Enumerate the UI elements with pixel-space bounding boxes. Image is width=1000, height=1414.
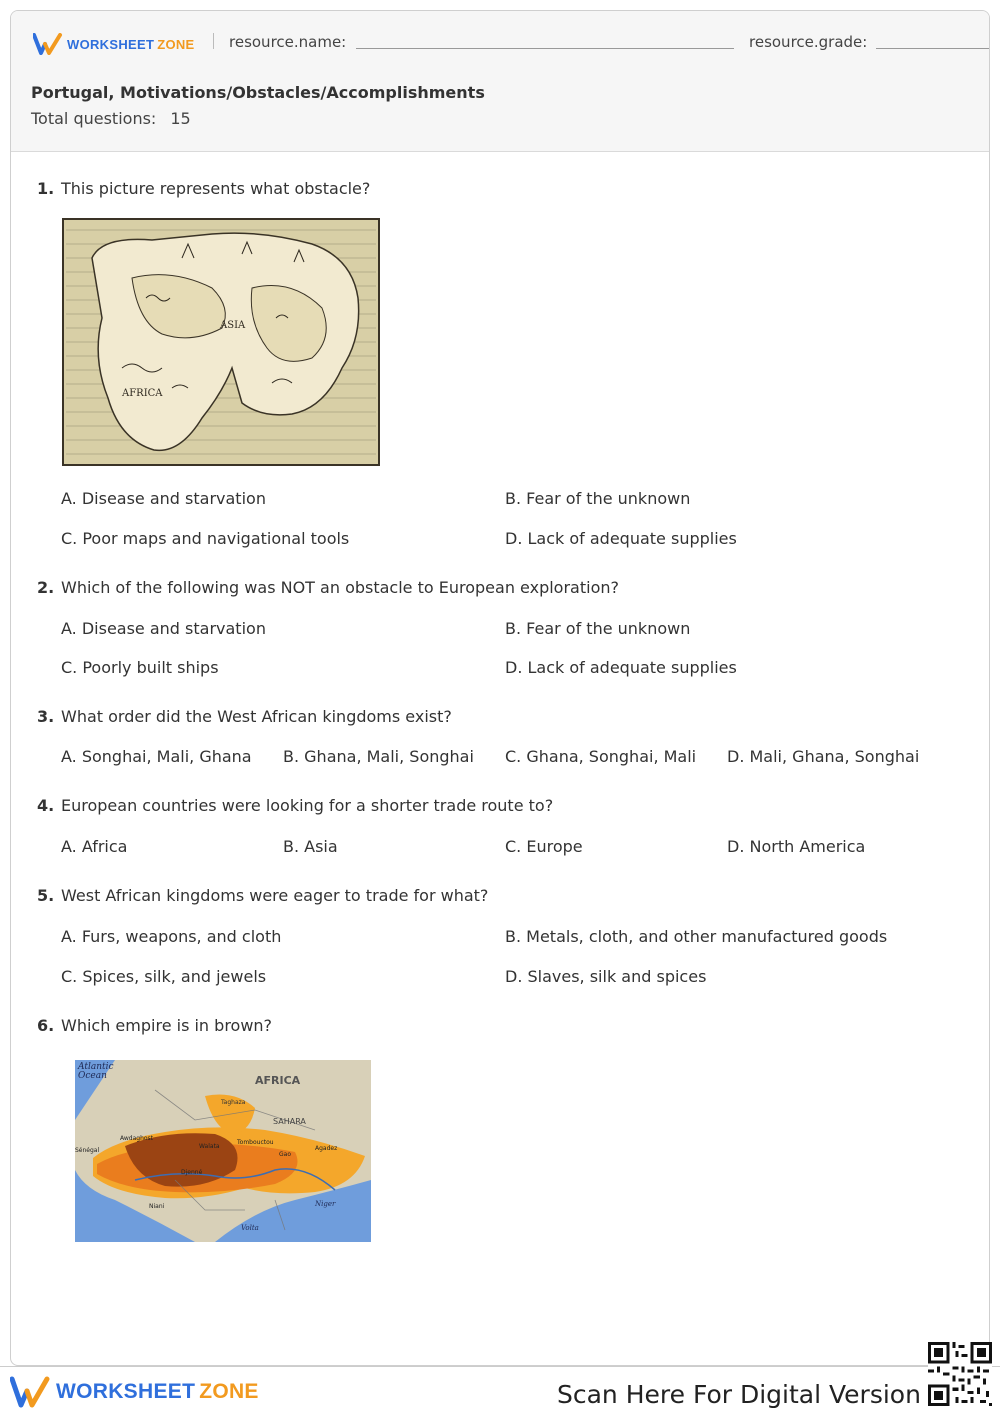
resource-name-label: resource.name:: [229, 33, 347, 51]
question-6: [37, 1016, 272, 1035]
q5-option-c[interactable]: C. Spices, silk, and jewels: [61, 967, 267, 986]
map-label-tombouctou: Tombouctou: [237, 1139, 274, 1146]
q3-option-a[interactable]: A. Songhai, Mali, Ghana: [61, 747, 252, 766]
q1-option-b[interactable]: B. Fear of the unknown: [505, 489, 691, 508]
footer-brand-w-icon: [10, 1376, 50, 1408]
map-label-volta: Volta: [241, 1224, 259, 1232]
total-questions: [31, 109, 191, 128]
question-text: What order did the West African kingdoms exist?: [61, 707, 452, 726]
map-label-asia: ASIA: [220, 320, 246, 331]
question-number: 6.: [37, 1016, 55, 1035]
worksheet-sheet: [10, 10, 990, 1366]
q4-option-b[interactable]: B. Asia: [283, 837, 338, 856]
question-number: 4.: [37, 796, 55, 815]
q4-option-c[interactable]: C. Europe: [505, 837, 583, 856]
resource-grade-label: resource.grade:: [749, 33, 868, 51]
map-label-taghaza: Taghaza: [221, 1099, 246, 1106]
q5-option-b[interactable]: B. Metals, cloth, and other manufactured goods: [505, 927, 888, 946]
q2-option-d[interactable]: D. Lack of adequate supplies: [505, 658, 737, 677]
map-label-walata: Walata: [199, 1143, 220, 1150]
map-label-gao: Gao: [279, 1151, 291, 1158]
q4-option-d[interactable]: D. North America: [727, 837, 866, 856]
resource-grade-field[interactable]: [876, 48, 989, 49]
west-africa-empires-map-image: [75, 1060, 371, 1242]
map-label-senegal: Sénégal: [75, 1147, 100, 1154]
question-1: [37, 179, 370, 198]
question-number: 3.: [37, 707, 55, 726]
map-label-atlantic: Atlantic: [78, 1062, 114, 1072]
map-label-africa: AFRICA: [255, 1074, 301, 1087]
question-number: 1.: [37, 179, 55, 198]
question-text: Which of the following was NOT an obstacle to European exploration?: [61, 578, 619, 597]
q3-option-d[interactable]: D. Mali, Ghana, Songhai: [727, 747, 920, 766]
q1-option-d[interactable]: D. Lack of adequate supplies: [505, 529, 737, 548]
footer-brand-logo: [10, 1376, 259, 1408]
header-separator: [213, 33, 214, 49]
q4-option-a[interactable]: A. Africa: [61, 837, 128, 856]
brand-w-icon: [33, 33, 63, 55]
q1-option-c[interactable]: C. Poor maps and navigational tools: [61, 529, 350, 548]
question-5: [37, 886, 488, 905]
question-4: [37, 796, 553, 815]
q3-option-b[interactable]: B. Ghana, Mali, Songhai: [283, 747, 474, 766]
question-number: 5.: [37, 886, 55, 905]
qr-code-icon[interactable]: [928, 1342, 992, 1406]
q3-option-c[interactable]: C. Ghana, Songhai, Mali: [505, 747, 697, 766]
brand-word-1: WORKSHEET: [67, 36, 155, 52]
map-label-djenne: Djenné: [181, 1169, 203, 1176]
map-label-africa: AFRICA: [122, 388, 163, 399]
q2-option-a[interactable]: A. Disease and starvation: [61, 619, 266, 638]
total-questions-value: 15: [170, 109, 191, 128]
q2-option-c[interactable]: C. Poorly built ships: [61, 658, 219, 677]
q2-option-b[interactable]: B. Fear of the unknown: [505, 619, 691, 638]
map-label-awdaghost: Awdaghost: [120, 1135, 154, 1142]
map-label-sahara: SAHARA: [273, 1117, 306, 1126]
question-2: [37, 578, 619, 597]
map-label-agadez: Agadez: [315, 1145, 338, 1152]
question-text: European countries were looking for a shorter trade route to?: [61, 796, 554, 815]
brand-word-2: ZONE: [157, 36, 195, 52]
question-3: [37, 707, 452, 726]
map-label-ocean: Ocean: [78, 1071, 107, 1081]
worksheet-header: [11, 11, 989, 152]
q5-option-d[interactable]: D. Slaves, silk and spices: [505, 967, 707, 986]
footer-brand-word-1: WORKSHEET: [56, 1380, 196, 1403]
brand-logo: [33, 33, 195, 55]
worksheet-title: Portugal, Motivations/Obstacles/Accomplishments: [31, 83, 485, 102]
total-questions-label: Total questions:: [31, 109, 157, 128]
q1-option-a[interactable]: A. Disease and starvation: [61, 489, 266, 508]
map-label-niani: Niani: [149, 1203, 165, 1210]
scan-instruction: Scan Here For Digital Version: [557, 1380, 921, 1409]
resource-name-field[interactable]: [356, 48, 734, 49]
footer-divider: [0, 1366, 1000, 1367]
q5-option-a[interactable]: A. Furs, weapons, and cloth: [61, 927, 282, 946]
old-world-map-image: [62, 218, 380, 466]
footer-brand-word-2: ZONE: [199, 1380, 259, 1403]
map-label-niger: Niger: [315, 1200, 336, 1208]
question-number: 2.: [37, 578, 55, 597]
question-text: Which empire is in brown?: [61, 1016, 273, 1035]
question-text: West African kingdoms were eager to trade for what?: [61, 886, 489, 905]
question-text: This picture represents what obstacle?: [61, 179, 371, 198]
